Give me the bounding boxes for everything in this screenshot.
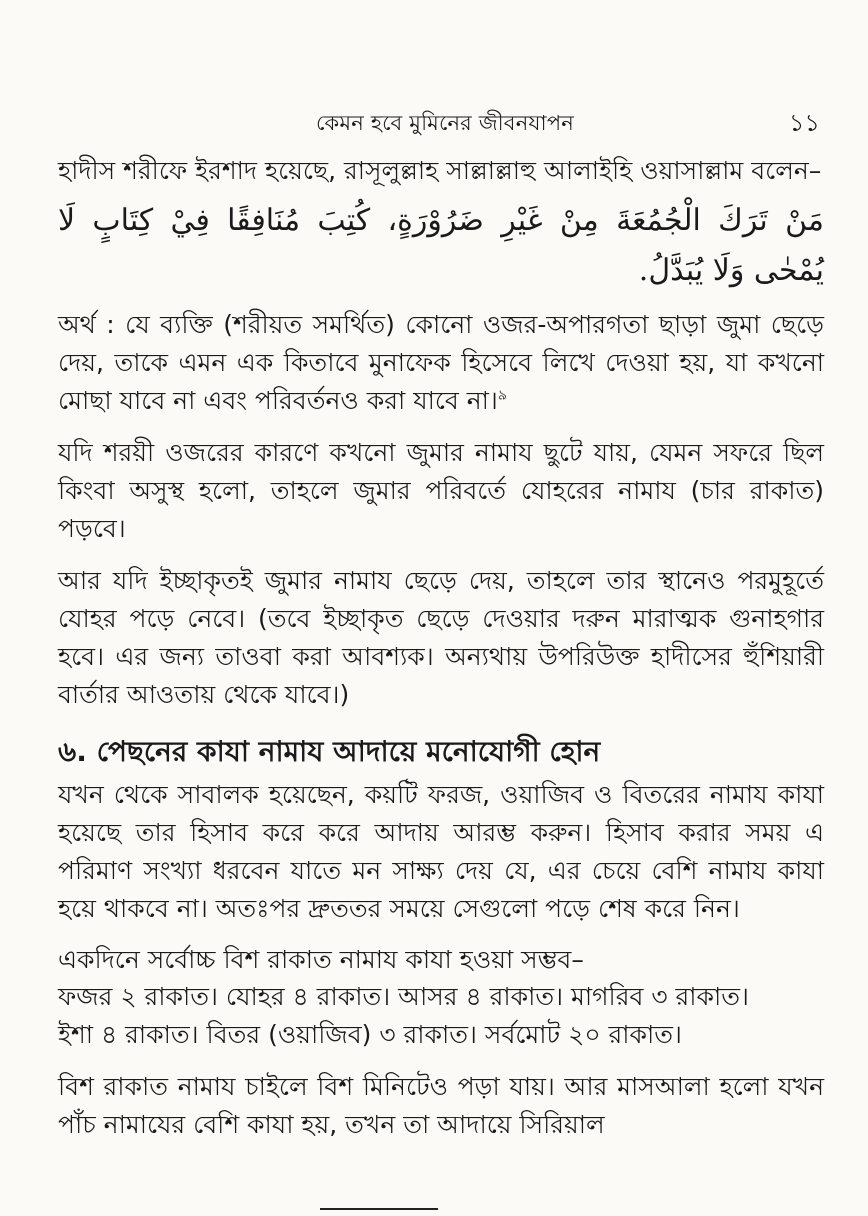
paragraph-excuse: যদি শরয়ী ওজরের কারণে কখনো জুমার নামায ছুটে যায়, যেমন সফরে ছিল কিংবা অসুস্থ হলো, তাহলে জুমার পরিবর্তে যোহরের নামায (চার রাকাত) পড়বে।: [58, 438, 825, 543]
list-lead: একদিনে সর্বোচ্চ বিশ রাকাত নামায কাযা হওয়া সম্ভব–: [58, 945, 584, 974]
hadith-intro: হাদীস শরীফে ইরশাদ হয়েছে, রাসূলুল্লাহ সাল্লাল্লাহু আলাইহি ওয়াসাল্লাম বলেন–: [58, 156, 822, 185]
running-title: কেমন হবে মুমিনের জীবনযাপন: [315, 111, 575, 135]
rakat-list-line-2: ইশা ৪ রাকাত। বিতর (ওয়াজিব) ৩ রাকাত। সর্বমোট ২০ রাকাত।: [58, 1020, 682, 1049]
section-heading: ৬. পেছনের কাযা নামায আদায়ে মনোযোগী হোন: [58, 735, 601, 768]
footnote-marker: ৯: [497, 387, 507, 404]
page-content: [58, 152, 824, 1158]
hadith-meaning: [58, 306, 824, 420]
hadith-meaning-text: অর্থ : যে ব্যক্তি (শরীয়ত সমর্থিত) কোনো ওজর-অপারগতা ছাড়া জুমা ছেড়ে দেয়, তাকে এমন এক কিতাবে মুনাফেক হিসেবে লিখে দেওয়া হয়, যা কখনো মোছা যাবে না এবং পরিবর্তনও করা যাবে না।: [58, 310, 824, 415]
paragraph-intentional: আর যদি ইচ্ছাকৃতই জুমার নামায ছেড়ে দেয়, তাহলে তার স্থানেও পরমুহূর্তে যোহর পড়ে নেবে। (তবে ইচ্ছাকৃত ছেড়ে দেওয়ার দরুন মারাত্মক গুনাহগার হবে। এর জন্য তাওবা করা আবশ্যক। অন্যথায় উপরিউক্ত হাদীসের হুঁশিয়ারী বার্তার আওতায় থেকে যাবে।): [58, 566, 824, 709]
section-paragraph-2: বিশ রাকাত নামায চাইলে বিশ মিনিটেও পড়া যায়। আর মাসআলা হলো যখন পাঁচ নামাযের বেশি কাযা হয়, তখন তা আদায়ে সিরিয়াল: [58, 1072, 824, 1139]
section-paragraph-1: যখন থেকে সাবালক হয়েছেন, কয়টি ফরজ, ওয়াজিব ও বিতরের নামায কাযা হয়েছে তার হিসাব করে করে আদায় আরম্ভ করুন। হিসাব করার সময় এ পরিমাণ সংখ্যা ধরবেন যাতে মন সাক্ষ্য দেয় যে, এর চেয়ে বেশি নামায কাযা হয়ে থাকবে না। অতঃপর দ্রুততর সময়ে সেগুলো পড়ে শেষ করে নিন।: [58, 780, 824, 923]
rakat-list-line-1: ফজর ২ রাকাত। যোহর ৪ রাকাত। আসর ৪ রাকাত। মাগরিব ৩ রাকাত।: [58, 982, 749, 1011]
arabic-hadith: مَنْ تَرَكَ الْجُمُعَةَ مِنْ غَيْرِ ضَرُوْرَةٍ، كُتِبَ مُنَافِقًا فِيْ كِتَابٍ لَا يُمْحٰى وَلَا يُبَدَّلُ.: [58, 203, 824, 288]
page-header: [60, 106, 830, 140]
page-number: ১১: [788, 109, 820, 137]
bottom-rule: [320, 1208, 438, 1210]
